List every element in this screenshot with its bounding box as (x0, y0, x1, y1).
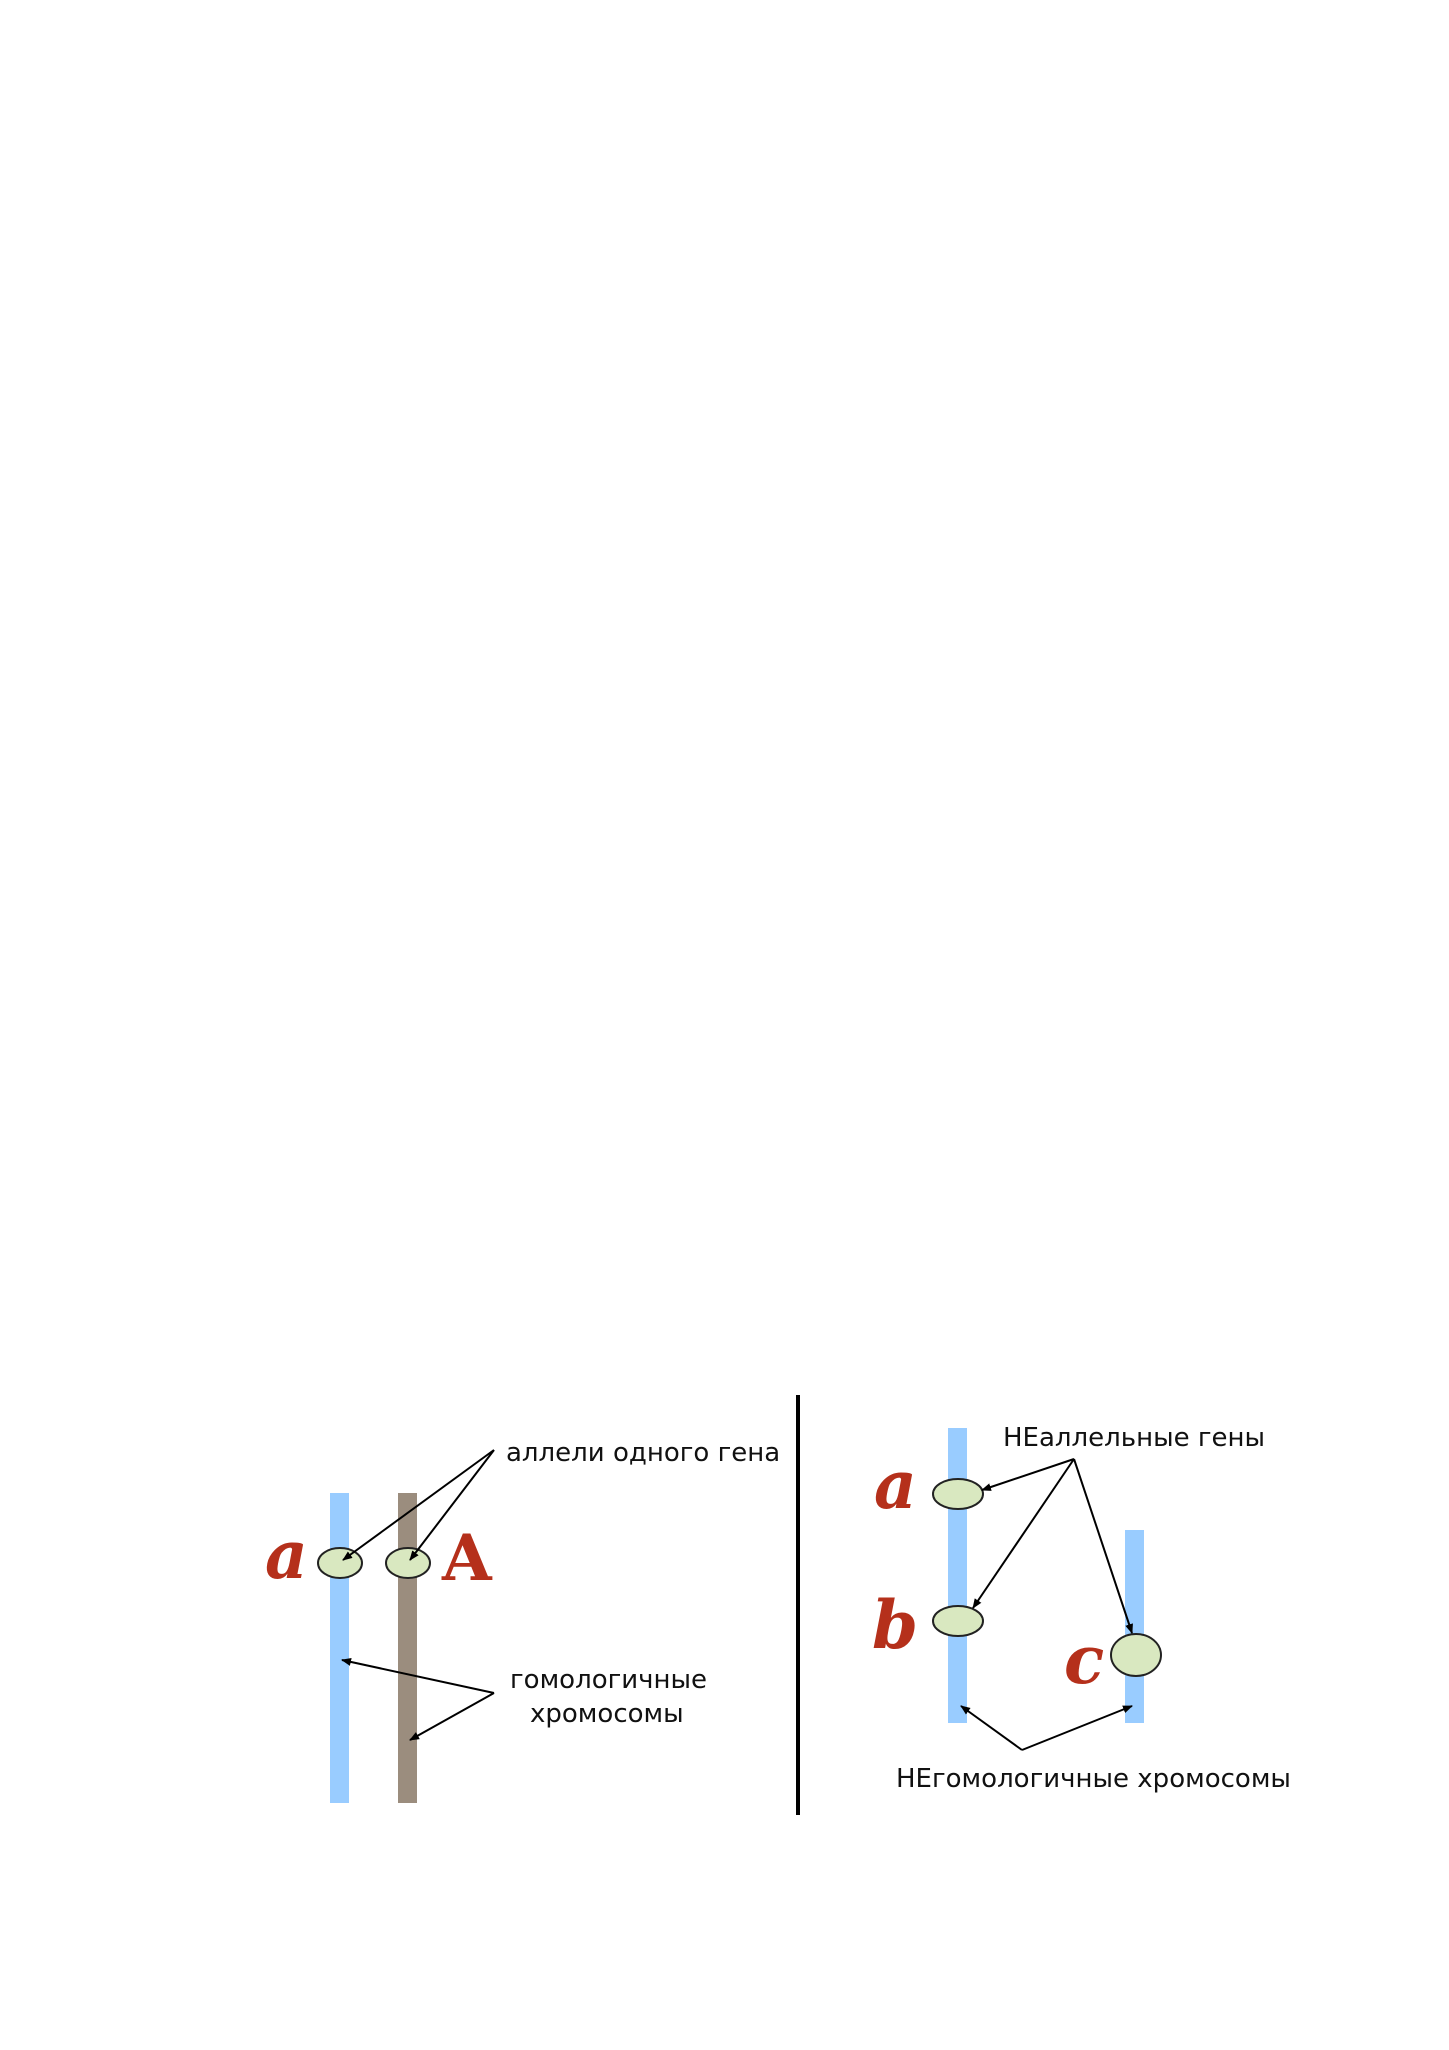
nonhomologous-chromosome-long (948, 1428, 967, 1723)
nonhomologous-caption: НЕгомологичные хромосомы (896, 1764, 1291, 1794)
arrow-to-gene-a (982, 1459, 1074, 1490)
homologous-chromosome-blue (330, 1493, 349, 1803)
left-panel (265, 1438, 780, 1803)
homologous-chromosome-brown (398, 1493, 417, 1803)
gene-a (933, 1479, 983, 1509)
arrow-to-long-chromosome (961, 1706, 1022, 1750)
arrow-to-short-chromosome (1022, 1706, 1132, 1750)
right-panel (872, 1423, 1291, 1794)
allele-gene-a (318, 1548, 362, 1578)
homologous-caption-line2: хромосомы (530, 1699, 684, 1729)
homologous-caption-line1: гомологичные (510, 1665, 708, 1695)
gene-label-b: b (872, 1586, 919, 1664)
arrow-to-blue-chromosome (342, 1660, 494, 1693)
arrow-to-gene-c (1074, 1459, 1132, 1633)
arrow-to-gene-b (973, 1459, 1074, 1608)
nonhomologous-chromosome-short (1125, 1530, 1144, 1723)
alleles-caption: аллели одного гена (506, 1438, 781, 1468)
gene-label-a: a (874, 1446, 917, 1524)
gene-b (933, 1606, 983, 1636)
arrow-to-brown-chromosome (410, 1693, 494, 1740)
allele-label-a: a (265, 1516, 308, 1594)
nonallelic-caption: НЕаллельные гены (1003, 1423, 1266, 1453)
gene-label-c: c (1064, 1621, 1105, 1699)
gene-c (1111, 1634, 1161, 1676)
allele-gene-A (386, 1548, 430, 1578)
allele-label-A: A (442, 1521, 492, 1596)
